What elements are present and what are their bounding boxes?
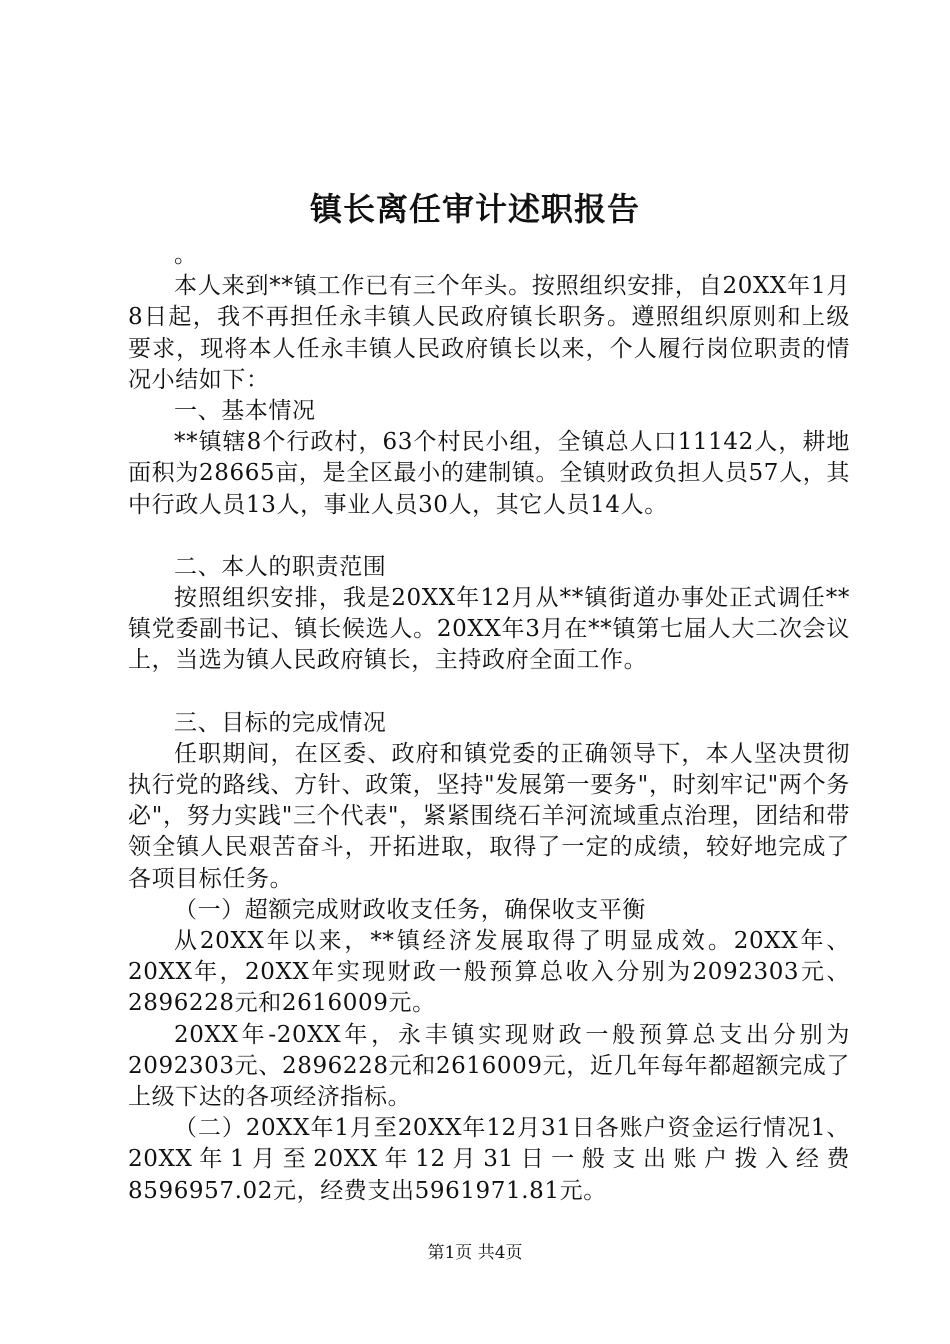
paragraph-intro: 本人来到**镇工作已有三个年头。按照组织安排，自20XX年1月8日起，我不再担任永丰镇人民政府镇长职务。遵照组织原则和上级要求，现将本人任永丰镇人民政府镇长以来，个人履行岗位职责的情况小结如下： bbox=[128, 273, 850, 393]
section-heading-basic-situation: 一、基本情况 bbox=[174, 398, 316, 425]
subsection-heading-finance: （一）超额完成财政收支任务，确保收支平衡 bbox=[174, 896, 646, 923]
section-heading-goals: 三、目标的完成情况 bbox=[174, 709, 387, 736]
document-body bbox=[128, 240, 850, 1207]
paragraph-goals: 任职期间，在区委、政府和镇党委的正确领导下，本人坚决贯彻执行党的路线、方针、政策，坚持"发展第一要务"，时刻牢记"两个务必"，努力实践"三个代表"，紧紧围绕石羊河流域重点治理，团结和带领全镇人民艰苦奋斗，开拓进取，取得了一定的成绩，较好地完成了各项目标任务。 bbox=[128, 740, 850, 892]
paragraph-responsibilities: 按照组织安排，我是20XX年12月从**镇街道办事处正式调任**镇党委副书记、镇长候选人。20XX年3月在**镇第七届人大二次会议上，当选为镇人民政府镇长，主持政府全面工作。 bbox=[128, 585, 850, 674]
paragraph-revenue: 从20XX年以来，**镇经济发展取得了明显成效。20XX年、20XX年，20XX年实现财政一般预算总收入分别为2092303元、2896228元和2616009元。 bbox=[128, 928, 850, 1017]
paragraph-basic-situation: **镇辖8个行政村，63个村民小组，全镇总人口11142人，耕地面积为28665亩，是全区最小的建制镇。全镇财政负担人员57人，其中行政人员13人，事业人员30人，其它人员14人。 bbox=[128, 429, 850, 518]
page-indicator: 第1页 共4页 bbox=[427, 1243, 523, 1263]
paragraph-stray-mark: 。 bbox=[174, 242, 198, 268]
paragraph-accounts: （二）20XX年1月至20XX年12月31日各账户资金运行情况1、20XX年1月至20XX年12月31日一般支出账户拨入经费8596957.02元，经费支出5961971.81元。 bbox=[128, 1115, 850, 1204]
section-heading-responsibilities: 二、本人的职责范围 bbox=[174, 553, 387, 580]
document-title: 镇长离任审计述职报告 bbox=[309, 190, 640, 228]
paragraph-expenditure: 20XX年-20XX年，永丰镇实现财政一般预算总支出分别为2092303元、2896228元和2616009元，近几年每年都超额完成了上级下达的各项经济指标。 bbox=[128, 1021, 850, 1111]
